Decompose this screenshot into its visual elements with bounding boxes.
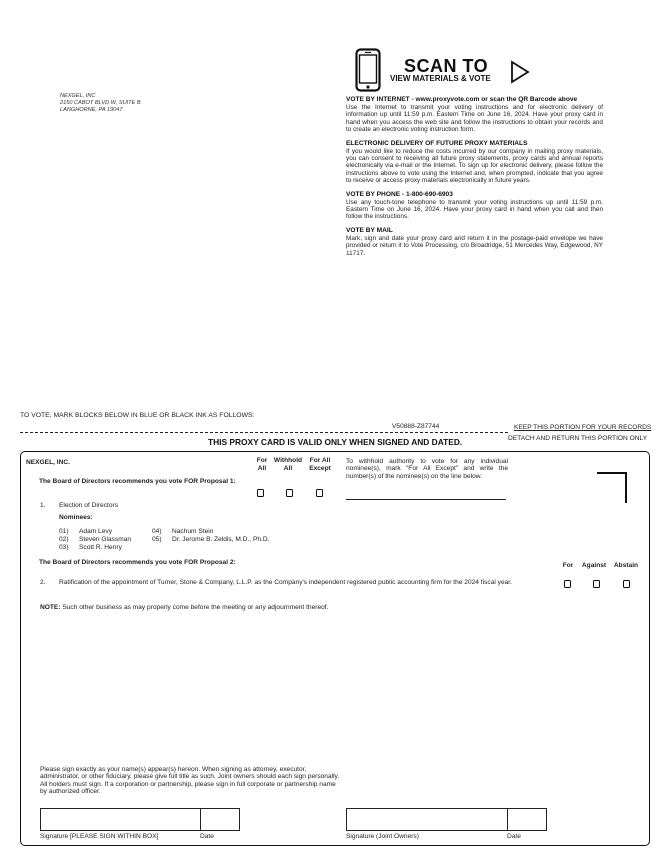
checkbox-for[interactable] [564,580,571,588]
col-header-for-all: For All [256,457,268,472]
nominee-name: Nachum Stein [172,528,214,535]
control-code: V50888-Z87744 [392,423,440,430]
keep-portion-label: KEEP THIS PORTION FOR YOUR RECORDS [514,424,652,431]
nominee-number: 03) [59,544,69,551]
col-header-against: Against [581,562,607,569]
instruction-phone [346,191,603,221]
sender-address [60,93,141,114]
sender-address-line1: 2150 CABOT BLVD W, SUITE B [60,100,141,106]
col-header-abstain: Abstain [613,562,639,569]
scan-subtitle: VIEW MATERIALS & VOTE [390,74,491,83]
nominee-number: 02) [59,536,69,543]
instruction-mail [346,227,603,257]
voting-instructions [346,96,603,257]
signature-label: Signature [PLEASE SIGN WITHIN BOX] [40,833,159,840]
instruction-title: VOTE BY MAIL [346,226,393,234]
nominees-left-list [59,528,131,552]
nominee-row [59,536,131,544]
joint-date-box[interactable] [507,808,547,831]
joint-signature-box[interactable] [346,808,508,831]
note-text: Such other business as may properly come before the meeting or any adjournment thereof. [62,604,329,611]
nominee-name: Dr. Jerome B. Zeldis, M.D., Ph.D. [172,536,270,543]
nominee-number: 01) [59,528,69,535]
joint-signature-label: Signature (Joint Owners) [346,833,419,840]
checkbox-abstain[interactable] [623,580,630,588]
scan-title: SCAN TO [404,56,489,76]
instruction-body: Mark, sign and date your proxy card and return it in the postage-paid envelope we have provided or return it to Vote Processing, c/o Broadridge, 51 Mercedes Way, Edgewood, NY 11717. [346,234,603,257]
instruction-body: If you would like to reduce the costs incurred by our company in mailing proxy materials, you can consent to receiving all future proxy statements, proxy cards and annual reports electronically via e-mail or the Internet. To sign up for electronic delivery, please follow the instructions above to vote using the Internet and, when prompted, indicate that you agree to receive or access proxy materials electronically in future years. [346,147,603,185]
col-header-withhold-all: Withhold All [273,457,303,472]
board-recommendation-2: The Board of Directors recommends you vote FOR Proposal 2: [39,559,236,566]
play-triangle-icon [510,60,530,84]
signing-instructions: Please sign exactly as your name(s) appear(s) hereon. When signing as attorney, executor, administrator, or other fiduciary, please give full title as such. Joint owners should each sign personally. All holders must sign. If a corporation or partnership, please sign in full corporate or partnership name by authorized officer. [40,766,340,796]
nominees-right-list [152,528,269,544]
instruction-internet [346,96,603,134]
nominee-number: 04) [152,528,162,535]
to-vote-instruction: TO VOTE, MARK BLOCKS BELOW IN BLUE OR BLACK INK AS FOLLOWS: [20,412,255,419]
sender-name: NEXGEL, INC [60,93,96,99]
nominee-row [59,544,131,552]
instruction-electronic-delivery [346,140,603,185]
sender-address-line2: LANGHORNE, PA 19047 [60,107,123,113]
note-label: NOTE: [40,604,61,611]
detach-line-left [20,432,508,433]
checkbox-for-all[interactable] [257,489,264,497]
item2-number: 2. [40,579,46,586]
nominee-name: Steven Glassman [79,536,132,543]
checkbox-against[interactable] [593,580,600,588]
checkbox-withhold-all[interactable] [286,489,293,497]
note [40,604,328,612]
nominee-name: Adam Levy [79,528,112,535]
nominee-row [152,536,269,544]
instruction-title: VOTE BY PHONE - 1-800-690-6903 [346,190,453,198]
board-recommendation-1: The Board of Directors recommends you vote FOR Proposal 1: [39,478,236,485]
nominees-label: Nominees: [59,514,93,521]
smartphone-icon [355,48,381,92]
corner-registration-mark [597,472,627,503]
withhold-instructions: To withhold authority to vote for any individual nominee(s), mark "For All Except" and write the number(s) of the nominee(s) on the line below. [346,458,508,480]
nominee-row [59,528,131,536]
company-name: NEXGEL, INC. [26,459,70,466]
nominee-number: 05) [152,536,162,543]
detach-portion-label: DETACH AND RETURN THIS PORTION ONLY [508,435,648,442]
instruction-body: Use the Internet to transmit your voting instructions and for electronic delivery of information up until 11:59 p.m. Eastern Time on June 16, 2024. Have your proxy card in hand when you access the web site and follow the instructions to obtain your records and to create an electronic voting instruction form. [346,104,603,134]
col-header-for-all-except: For All Except [309,457,331,472]
valid-notice: THIS PROXY CARD IS VALID ONLY WHEN SIGNED AND DATED. [208,437,463,447]
item2-text: Ratification of the appointment of Turner, Stone & Company, L.L.P. as the Company's independent registered public accounting firm for the 2024 fiscal year. [59,579,512,586]
instruction-title: VOTE BY INTERNET - www.proxyvote.com or scan the QR Barcode above [346,96,578,103]
instruction-body: Use any touch-tone telephone to transmit your voting instructions up until 11:59 p.m. Eastern Time on June 16, 2024. Have your proxy card in hand when you call and then follow the instructions. [346,198,603,221]
nominee-name: Scott R. Henry [79,544,122,551]
checkbox-for-all-except[interactable] [316,489,323,497]
signature-box[interactable] [40,808,201,831]
instruction-title: ELECTRONIC DELIVERY OF FUTURE PROXY MATERIALS [346,139,528,147]
except-write-in-line[interactable] [346,499,506,500]
date-label: Date [200,833,214,840]
joint-date-label: Date [507,833,521,840]
item1-number: 1. [40,502,46,509]
date-box[interactable] [200,808,240,831]
col-header-for: For [562,562,574,569]
nominee-row [152,528,269,536]
item1-text: Election of Directors [59,502,118,509]
